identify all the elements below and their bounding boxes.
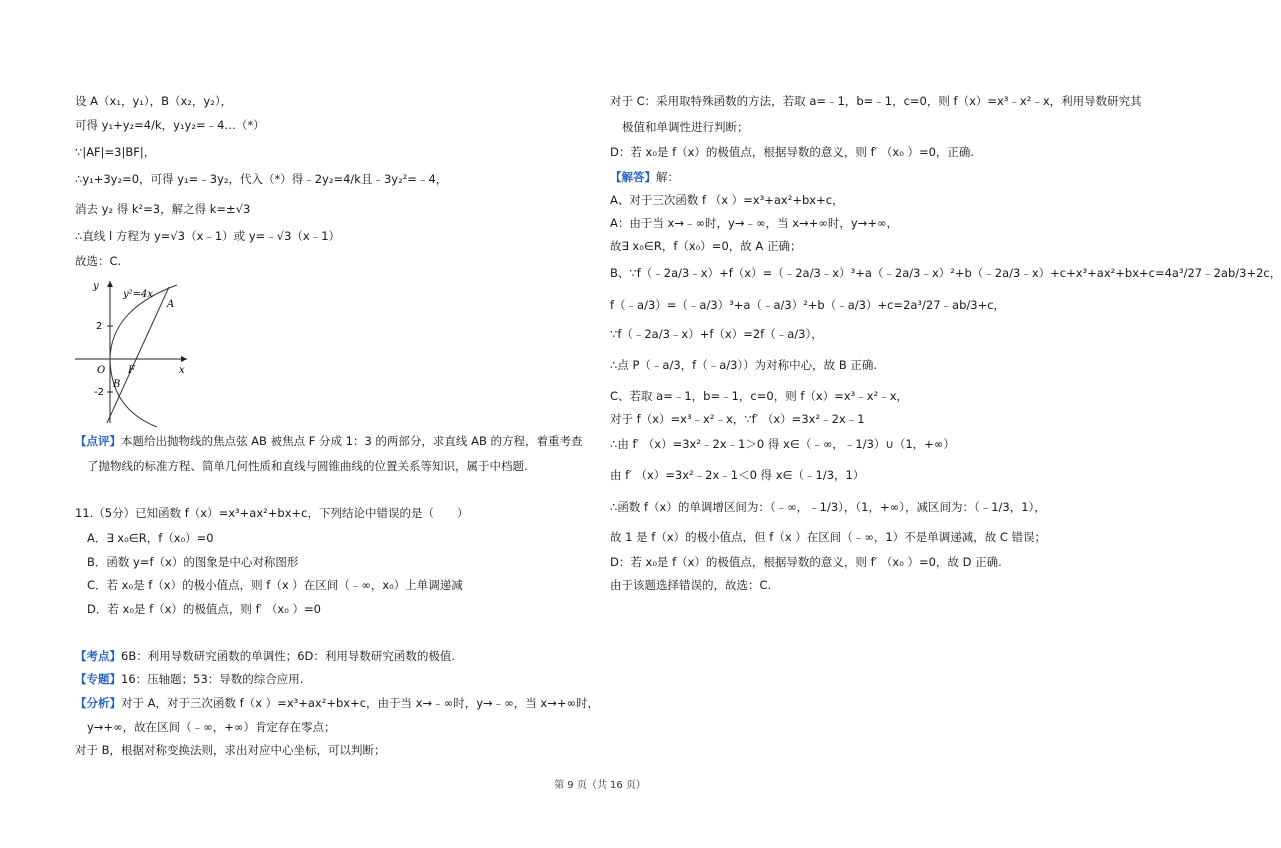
text-line: A：由于当 x→﹣∞时，y→﹣∞，当 x→+∞时，y→+∞， <box>610 216 899 230</box>
analysis-line: 【分析】对于 A，对于三次函数 f（x ）=x³+ax²+bx+c，由于当 x→﹣∞时，y→﹣∞，当 x→+∞时， <box>75 696 600 710</box>
text-line: C、若取 a=﹣1，b=﹣1，c=0，则 f（x）=x³﹣x²﹣x， <box>610 389 908 403</box>
origin-label: O <box>97 365 106 376</box>
section-tag: 【专题】 <box>75 672 121 686</box>
text-line: ∴直线 l 方程为 y=√3（x﹣1）或 y=﹣√3（x﹣1） <box>75 229 341 243</box>
x-axis-label: x <box>179 365 185 376</box>
text-line: 对于 f（x）=x³﹣x²﹣x，∵f′ （x）=3x²﹣2x﹣1 <box>610 412 865 426</box>
text-line: 可得 y₁+y₂=4/k，y₁y₂=﹣4…（*） <box>75 118 265 132</box>
option-a: A．∃ x₀∈R，f（x₀）=0 <box>87 531 214 545</box>
formula-line: ∴由 f′ （x）=3x²﹣2x﹣1＞0 得 x∈（﹣∞，﹣1/3）∪（1，+∞） <box>610 437 955 451</box>
formula-line: ∴点 P（﹣a/3，f（﹣a/3））为对称中心，故 B 正确. <box>610 358 878 372</box>
option-d: D．若 x₀是 f（x）的极值点，则 f′ （x₀ ）=0 <box>87 602 321 616</box>
formula-line: ∴函数 f（x）的单调增区间为：（﹣∞，﹣1/3），（1，+∞），减区间为：（﹣1/3，1）， <box>610 500 1046 514</box>
section-tag: 【点评】 <box>75 434 121 448</box>
text-line: 故∃ x₀∈R，f（x₀）=0，故 A 正确； <box>610 239 802 253</box>
text-line: 对于 B，根据对称变换法则，求出对应中心坐标，可以判断； <box>75 743 386 757</box>
section-tag: 【解答】 <box>610 170 656 184</box>
section-tag: 【考点】 <box>75 649 121 663</box>
text-line: 极值和单调性进行判断； <box>622 120 749 134</box>
point-a-label: A <box>167 299 175 310</box>
section-tag: 【分析】 <box>75 696 121 710</box>
text-line: 对于 C：采用取特殊函数的方法，若取 a=﹣1，b=﹣1，c=0，则 f（x）=x³﹣x²﹣x，利用导数研究其 <box>610 94 1142 108</box>
text-line: y→+∞，故在区间（﹣∞，+∞）肯定存在零点； <box>87 720 336 734</box>
knowledge-point: 【考点】6B：利用导数研究函数的单调性；6D：利用导数研究函数的极值. <box>75 649 456 663</box>
parabola-graph <box>75 277 195 427</box>
option-c: C．若 x₀是 f（x）的极小值点，则 f（x ）在区间（﹣∞，x₀）上单调递减 <box>87 578 463 592</box>
formula-line: B、∵f（﹣2a/3﹣x）+f（x）=（﹣2a/3﹣x）³+a（﹣2a/3﹣x）²+b（﹣2a/3﹣x）+c+x³+ax²+bx+c=4a³/27﹣2ab/3+2c， <box>610 266 1281 280</box>
solution-label: 【解答】解： <box>610 170 679 184</box>
text-line: ∵|AF|=3|BF|， <box>75 145 156 159</box>
y-axis-label: y <box>93 281 99 292</box>
text-line: 了抛物线的标准方程、简单几何性质和直线与圆锥曲线的位置关系等知识，属于中档题. <box>87 459 528 473</box>
tick-label-2: 2 <box>96 321 103 332</box>
text-line: A、对于三次函数 f （x ）=x³+ax²+bx+c， <box>610 193 844 207</box>
comment-line: 【点评】本题给出抛物线的焦点弦 AB 被焦点 F 分成 1：3 的两部分，求直线 AB 的方程，着重考查 <box>75 434 583 448</box>
focus-label: F <box>128 365 135 376</box>
question-stem: 11.（5分）已知函数 f（x）=x³+ax²+bx+c，下列结论中错误的是（ ） <box>75 506 469 520</box>
text-line: D：若 x₀是 f（x）的极值点，根据导数的意义，则 f′ （x₀ ）=0，正确. <box>610 145 975 159</box>
page-footer: 第 9 页（共 16 页） <box>554 780 646 791</box>
formula-line: 由 f′ （x）=3x²﹣2x﹣1＜0 得 x∈（﹣1/3，1） <box>610 468 865 482</box>
formula-line: ∵f（﹣2a/3﹣x）+f（x）=2f（﹣a/3）， <box>610 327 823 341</box>
text-line: 设 A（x₁，y₁），B（x₂，y₂）， <box>75 94 233 108</box>
topic-line: 【专题】16：压轴题；53：导数的综合应用. <box>75 672 304 686</box>
text-line: D：若 x₀是 f（x）的极值点，根据导数的意义，则 f′ （x₀ ）=0，故 D 正确. <box>610 555 1002 569</box>
text-line: 消去 y₂ 得 k²=3，解之得 k=±√3 <box>75 202 251 216</box>
tick-label-neg2: -2 <box>94 387 104 398</box>
point-b-label: B <box>113 379 121 390</box>
text-line: 故选：C. <box>75 254 122 268</box>
option-b: B．函数 y=f（x）的图象是中心对称图形 <box>87 555 299 569</box>
text-line: 故 1 是 f（x）的极小值点，但 f（x ）在区间（﹣∞，1）不是单调递减，故 C 错误； <box>610 530 1047 544</box>
curve-label: y²=4x <box>123 289 154 300</box>
text-line: 由于该题选择错误的，故选：C. <box>610 578 772 592</box>
formula-line: f（﹣a/3）=（﹣a/3）³+a（﹣a/3）²+b（﹣a/3）+c=2a³/27﹣ab/3+c， <box>610 298 1006 312</box>
text-line: ∴y₁+3y₂=0，可得 y₁=﹣3y₂，代入（*）得﹣2y₂=4/k且﹣3y₂²=﹣4， <box>75 172 448 186</box>
